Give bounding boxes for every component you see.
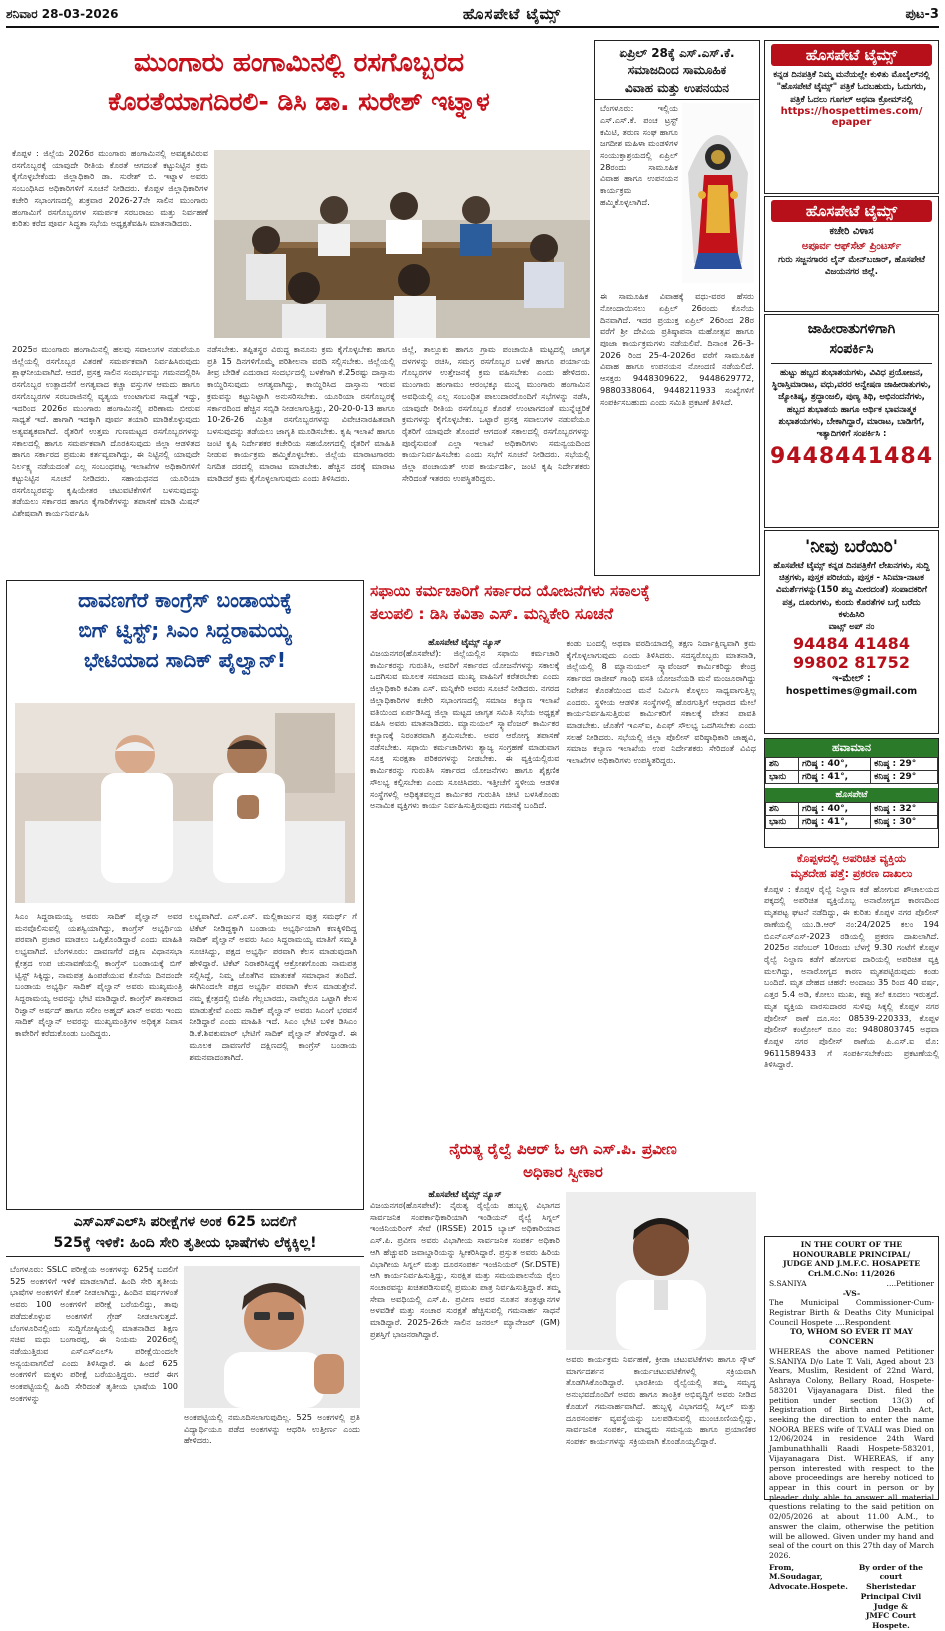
- weather-min: ಕನಿಷ್ಠ : 29°: [871, 758, 938, 771]
- office-label: ಕಚೇರಿ ವಿಳಾಸ: [829, 226, 874, 237]
- notice-body: WHEREAS the above named Petitioner S.SANIYA D/o Late T. Vali, Aged about 23 Years, Muslim, Resident of 22nd Ward, Ashraya Colony, Bellary Road, Hospete-583201 Vijayanagara Dist. filed the petition under section 13(3) of Registration of Birth and Death Act, seeking the direction to enter the name NOORA BEES wife of T.VALI was Died on 12/06/2024 in residence 24th Ward Jambunathhalli Raadi Hospete-583201, Vijayanagara Dist. WHEREAS, if any person interested with respect to the above proceedings are hereby noticed to appear in this court in person or by pleader duly able to answer all material questions relating to the said petition on 02/05/2026 at about 11.00 A.M., to answer the claim, otherwise the petition will be allowed. Given under my hand and seal of the court on this 27th day of March 2026.: [769, 1346, 934, 1560]
- cm-meeting-photo: [15, 703, 355, 903]
- sslc-column-2: ಅಂಕಪಟ್ಟಿಯಲ್ಲಿ ನಮೂದಿಸಲಾಗುವುದಿಲ್ಲ. 525 ಅಂಕಗಳಲ್ಲಿ ಪ್ರತಿ ವಿದ್ಯಾರ್ಥಿಯೂ ಪಡೆದ ಅಂಕಗಳನ್ನು ಆಧರಿಸಿ ಉತ್ತೀರ್ಣ ಎಂದು ಹೇಳಿದರು.: [184, 1412, 360, 1446]
- wedding-headline-line2: ಸಮಾಜದಿಂದ ಸಾಮೂಹಿಕ: [627, 63, 727, 78]
- lead-intro: ಕೊಪ್ಪಳ : ಜಿಲ್ಲೆಯ 2026ರ ಮುಂಗಾರು ಹಂಗಾಮಿನಲ್ಲಿ ಅವಶ್ಯಕವಿರುವ ರಸಗೊಬ್ಬರಕ್ಕೆ ಯಾವುದೇ ರೀತಿಯ ಕೊರತೆ ಆಗದಂತೆ ಕಟ್ಟುನಿಟ್ಟಿನ ಕ್ರಮ ಕೈಗೊಳ್ಳಬೇಕೆಂದು ಜಿಲ್ಲಾಧಿಕಾರಿ ಡಾ. ಸುರೇಶ್ ಬಿ. ಇಟ್ನಾಳ ಅವರು ಸಂಬಂಧಿಸಿದ ಅಧಿಕಾರಿಗಳಿಗೆ ಸೂಚನೆ ನೀಡಿದರು. ಕೊಪ್ಪಳ ಜಿಲ್ಲಾಧಿಕಾರಿಗಳ ಕಚೇರಿ ಸಭಾಂಗಣದಲ್ಲಿ ಶುಕ್ರವಾರ 2026-27ನೇ ಸಾಲಿನ ಮುಂಗಾರು ಹಂಗಾಮಿಗೆ ರಸಗೊಬ್ಬರಗಳ ಸಮರ್ಪಕ ಸರಬರಾಜು ಮತ್ತು ನಿರ್ವಹಣೆ ಕುರಿತು ಕರೆದ ಪೂರ್ವ ಸಿದ್ಧತಾ ಸಭೆಯ ಅಧ್ಯಕ್ಷತೆವಹಿಸಿ ಮಾತನಾಡಿದರು.: [12, 148, 208, 229]
- congress-headline-line1: ದಾವಣಗೆರೆ ಕಾಂಗ್ರೆಸ್ ಬಂಡಾಯಕ್ಕೆ: [78, 588, 292, 612]
- lead-column-3: ಜಿಲ್ಲೆ, ತಾಲ್ಲೂಕು ಹಾಗೂ ಗ್ರಾಮ ಪಂಚಾಯಿತಿ ಮಟ್ಟದಲ್ಲಿ ಜಾಗೃತ ದಳಗಳನ್ನು ರಚಿಸಿ, ಸಮಗ್ರ ರಸಗೊಬ್ಬರ ಬಳಕೆ ಹಾಗೂ ಪರ್ಯಾಯ ಗೊಬ್ಬರಗಳ ಉತ್ತೇಜನಕ್ಕೆ ಕ್ರಮ ವಹಿಸಬೇಕು ಎಂದು ಹೇಳಿದರು. ಮುಂಗಾರು ಹಂಗಾಮು ಆರಂಭಕ್ಕೂ ಮುನ್ನ ಮುಂಗಾರು ಹಂಗಾಮಿನ ಅವಧಿಯಲ್ಲಿ ಎಲ್ಲ ಸಂಬಂಧಿತ ಪಾಲುದಾರರೊಂದಿಗೆ ಸಭೆಗಳನ್ನು ನಡೆಸಿ, ಯಾವುದೇ ರೀತಿಯ ರಸಗೊಬ್ಬರ ಕೊರತೆ ಉಂಟಾಗದಂತೆ ಮುನ್ನೆಚ್ಚರಿಕೆ ಕ್ರಮಗಳನ್ನು ಕೈಗೊಳ್ಳಬೇಕು. ಒಟ್ಟಾರೆ ಪ್ರಸಕ್ತ ಸವಾಲುಗಳ ನಡುವೆಯೂ ರೈತರಿಗೆ ಯಾವುದೇ ತೊಂದರೆ ಆಗದಂತೆ ಸಕಾಲದಲ್ಲಿ ರಸಗೊಬ್ಬರಗಳನ್ನು ಪೂರೈಸುವಂತೆ ಎಲ್ಲಾ ಇಲಾಖೆ ಅಧಿಕಾರಿಗಳು ಸಮನ್ವಯದಿಂದ ಕಾರ್ಯನಿರ್ವಹಿಸಬೇಕು ಎಂದು ಸಭೆಗೆ ಸೂಚನೆ ನೀಡಿದರು. ಸಭೆಯಲ್ಲಿ ಜಿಲ್ಲಾ ಪಂಚಾಯತ್ ಉಪ ಕಾರ್ಯದರ್ಶಿ, ಜಂಟಿ ಕೃಷಿ ನಿರ್ದೇಶಕರು ಸೇರಿದಂತೆ ಇತರರು ಉಪಸ್ಥಿತರಿದ್ದರು.: [402, 344, 590, 483]
- write-to-us-title: 'ನೀವು ಬರೆಯಿರಿ': [805, 537, 898, 557]
- versus: -VS-: [842, 1288, 861, 1298]
- office-address-ad: [764, 196, 939, 312]
- railway-column-1: ವಿಜಯನಗರ(ಹೊಸಪೇಟೆ): ನೈರುತ್ಯ ರೈಲ್ವೆಯ ಹುಬ್ಬಳ್ಳಿ ವಿಭಾಗದ ಸಾರ್ವಜನಿಕ ಸಂಪರ್ಕಾಧಿಕಾರಿಯಾಗಿ ಇಂಡಿಯನ್ ರೈಲ್ವೆ ಸಿಗ್ನಲ್ ಇಂಜಿನಿಯರಿಂಗ್ ಸೇವೆ (IRSSE) 2015 ಬ್ಯಾಚ್ ಅಧಿಕಾರಿಯಾದ ಎಸ್.ಪಿ. ಪ್ರವೀಣ ಅವರು ವಿಭಾಗೀಯ ಸಾರ್ವಜನಿಕ ಸಂಪರ್ಕ ಅಧಿಕಾರಿ ಆಗಿ ಹೆಚ್ಚುವರಿ ಜವಾಬ್ದಾರಿಯನ್ನು ಸ್ವೀಕರಿಸಿದ್ದಾರೆ. ಪ್ರಸ್ತುತ ಅವರು ಹಿರಿಯ ವಿಭಾಗೀಯ ಸಿಗ್ನಲ್ ಮತ್ತು ದೂರಸಂಪರ್ಕ ಇಂಜಿನಿಯರ್ (Sr.DSTE) ಆಗಿ ಕಾರ್ಯನಿರ್ವಹಿಸುತ್ತಿದ್ದು, ಸುರಕ್ಷಿತ ಮತ್ತು ಸಮಯಪಾಲನೆಯ ರೈಲು ಸಂಚಾರವನ್ನು ಖಚಿತಪಡಿಸುವಲ್ಲಿ ಪ್ರಮುಖ ಪಾತ್ರ ನಿರ್ವಹಿಸುತ್ತಿದ್ದಾರೆ. ತಮ್ಮ ಸೇವಾ ಅವಧಿಯಲ್ಲಿ ಎಸ್.ಪಿ. ಪ್ರವೀಣ ಅವರ ನೂತನ ತಂತ್ರಜ್ಞಾನಗಳ ಅಳವಡಿಕೆ ಮತ್ತು ಸಂಚಾರ ಸುರಕ್ಷತೆ ಹೆಚ್ಚಿಸುವಲ್ಲಿ ಗಮನಾರ್ಹ ಸಾಧನೆ ಮಾಡಿದ್ದಾರೆ. 2025-26ನೇ ಸಾಲಿನ ಜನರಲ್ ಮ್ಯಾನೇಜರ್ (GM) ಪ್ರಶಸ್ತಿಗೆ ಭಾಜನರಾಗಿದ್ದಾರೆ.: [370, 1200, 560, 1339]
- sslc-headline-line1: ಎಸ್‌ಎಸ್‌ಎಲ್‌ಸಿ ಪರೀಕ್ಷೆಗಳ ಅಂಕ 625 ಬದಲಿಗೆ: [73, 1214, 297, 1230]
- wedding-headline-line3: ವಿವಾಹ ಮತ್ತು ಉಪನಯನ: [595, 80, 759, 100]
- lead-story: [6, 40, 592, 576]
- weather-min: ಕನಿಷ್ಠ : 32°: [871, 803, 938, 816]
- weather-min: ಕನಿಷ್ಠ : 30°: [871, 816, 938, 829]
- lead-headline-line1: ಮುಂಗಾರು ಹಂಗಾಮಿನಲ್ಲಿ ರಸಗೊಬ್ಬರದ: [134, 48, 464, 78]
- whatsapp-phone-2[interactable]: 99802 81752: [793, 652, 910, 672]
- weather-day: ಭಾನು: [766, 771, 799, 784]
- weather-box: [764, 738, 939, 848]
- weather-min: ಕನಿಷ್ಠ : 29°: [871, 771, 938, 784]
- weather-city: ಹೊಸಪೇಟೆ: [765, 788, 938, 802]
- body-found-headline-line2: ಮೃತದೇಹ ಪತ್ತೆ: ಪ್ರಕರಣ ದಾಖಲು: [790, 866, 913, 880]
- weather-row: [766, 758, 938, 771]
- weather-max: ಗರಿಷ್ಠ : 40°,: [798, 758, 870, 771]
- wedding-story: [594, 40, 760, 576]
- printer-name: ಅಪೂರ್ವ ಆಫ್‌ಸೆಟ್ ಪ್ರಿಂಟರ್ಸ್: [801, 240, 902, 252]
- railway-story: [366, 1138, 760, 1500]
- railway-column-2: ಅವರು ಕಾರ್ಯಕ್ರಮ ನಿರ್ವಹಣೆ, ಕ್ರೀಡಾ ಚಟುವಟಿಕೆಗಳು ಹಾಗೂ ಸ್ಕೌಟ್ ಮಾರ್ಗದರ್ಶನ ಕಾರ್ಯಚಟುವಟಿಕೆಗಳಲ್ಲಿ ಸಕ್ರಿಯವಾಗಿ ತೊಡಗಿಸಿಕೊಂಡಿದ್ದಾರೆ. ಭಾರತೀಯ ರೈಲ್ವೆಯಲ್ಲಿ ತಮ್ಮ ಸಮೃದ್ಧ ಅನುಭವದೊಂದಿಗೆ ಅವರು ಹಾಗೂ ತಾಂತ್ರಿಕ ಅಭಿವೃದ್ಧಿಗೆ ಅವರು ನೀಡಿದ ಕೊಡುಗೆ ಗಮನಾರ್ಹವಾಗಿದೆ. ಹುಬ್ಬಳ್ಳಿ ವಿಭಾಗದಲ್ಲಿ ಸಿಗ್ನಲ್ ಮತ್ತು ದೂರಸಂಪರ್ಕ ವ್ಯವಸ್ಥೆಯನ್ನು ಬಲಪಡಿಸುವಲ್ಲಿ ಮುಂಚೂಣಿಯಲ್ಲಿದ್ದು, ಸಾರ್ವಜನಿಕ ಸಂಪರ್ಕ, ಮಾಧ್ಯಮ ಸಮನ್ವಯ ಹಾಗೂ ಪ್ರಯಾಣಿಕರ ಸಂಪರ್ಕ ಕಾರ್ಯಗಳನ್ನು ಸಕ್ರಿಯವಾಗಿ ಕೊಂಡೊಯ್ಯಲಿದ್ದಾರೆ.: [566, 1354, 756, 1447]
- advertise-categories: ಹುಟ್ಟು ಹಬ್ಬದ ಶುಭಾಶಯಗಳು, ವಿವಿಧ ಪ್ರಯೋಜನ, ಸ್ಥಿರಾಸ್ತಿಮಾರಾಟ, ವಧು,ವರರ ಅನ್ವೇಷಣ ಜಾಹೀರಾತುಗಳು, ಜ್ಯೋತಿಷ್ಯ, ಶ್ರದ್ಧಾಂಜಲಿ, ಪುಣ್ಯ ತಿಥಿ, ಅಭಿನಂದನೆಗಳು, ಹಬ್ಬದ ಶುಭಾಶಯ ಹಾಗೂ ಆರ್ಥಿಕ ಭಾವನಾತ್ಮಕ ಶುಭಾಶಯಗಳು, ಬೇಕಾಗಿದ್ದಾರೆ, ಮಾರಾಟ, ಬಾಡಿಗೆಗೆ, ಇತ್ಯಾದಿಗಳಿಗೆ ಸಂಪರ್ಕಿಸಿ :: [772, 367, 931, 440]
- congress-headline-line3: ಭೇಟಿಯಾದ ಸಾದಿಕ್ ಪೈಲ್ವಾನ್!: [84, 648, 286, 672]
- meeting-photo: [214, 150, 590, 338]
- congress-column-2: ಲಭ್ಯವಾಗಿದೆ. ಎಸ್.ಎಸ್. ಮಲ್ಲಿಕಾರ್ಜುನ ಪುತ್ರ ಸಮರ್ಥ್ ಗೆ ಟಿಕೆಟ್ ನೀಡಿದ್ದಕ್ಕಾಗಿ ಬಂಡಾಯ ಅಭ್ಯರ್ಥಿಯಾಗಿ ಕಣಕ್ಕಿಳಿದಿದ್ದ ಸಾದಿಕ್ ಪೈಲ್ವಾನ್ ಅವರು ಸಿಎಂ ಸಿದ್ದರಾಮಯ್ಯ ಮಾತಿಗೆ ಸಮ್ಮತಿ ಸೂಚಿಸಿದ್ದು, ಪಕ್ಷದ ಅಭ್ಯರ್ಥಿ ಪರವಾಗಿ ಕೆಲಸ ಮಾಡುವುದಾಗಿ ಹೇಳಿದ್ದಾರೆ. ಟಿಕೆಟ್ ನಿರಾಕರಿಸಿದ್ದಕ್ಕೆ ಆಕ್ರೋಶಗೊಂಡು ನಾಮಪತ್ರ ಸಲ್ಲಿಸಿದ್ದೆ, ನಿಮ್ಮ ಜೊತೆಗಿನ ಮಾತುಕತೆ ಸಮಾಧಾನ ತಂದಿದೆ. ಈಗಿನಿಂದಲೇ ಪಕ್ಷದ ಅಭ್ಯರ್ಥಿ ಪರವಾಗಿ ಕೆಲಸ ಮಾಡುತ್ತೇನೆ. ನಮ್ಮ ಕ್ಷೇತ್ರದಲ್ಲಿ ಬಿಜೆಪಿ ಗೆಲ್ಲಬಾರದು, ನಾವೆಲ್ಲರೂ ಒಟ್ಟಾಗಿ ಕೆಲಸ ಮಾಡುತ್ತೇವೆ ಎಂದು ಸಾದಿಕ್ ಪೈಲ್ವಾನ್ ಅವರು ಸಿಎಂಗೆ ಭರವಸೆ ನೀಡಿದ್ದಾರೆ ಎಂದು ಮಾಹಿತಿ ಇದೆ. ಸಿಎಂ ಭೇಟಿ ಬಳಿಕ ಡಿಸಿಎಂ ಡಿ.ಕೆ.ಶಿವಕುಮಾರ್ ಭೇಟಿಗೆ ಸಾದಿಕ್ ಪೈಲ್ವಾನ್ ತೆರಳಿದ್ದಾರೆ. ಈ ಮೂಲಕ ದಾವಣಗೆರೆ ದಕ್ಷಿಣದಲ್ಲಿ ಕಾಂಗ್ರೆಸ್ ಬಂಡಾಯ ಶಮನವಾದಂತಾಗಿದೆ.: [189, 911, 357, 1062]
- congress-column-1: ಸಿಎಂ ಸಿದ್ದರಾಮಯ್ಯ ಅವರು ಸಾದಿಕ್ ಪೈಲ್ವಾನ್ ಅವರ ಮನವೊಲಿಸುವಲ್ಲಿ ಯಶಸ್ವಿಯಾಗಿದ್ದು, ಕಾಂಗ್ರೆಸ್ ಅಭ್ಯರ್ಥಿಯ ಪರವಾಗಿ ಪ್ರಚಾರ ಮಾಡಲು ಒಪ್ಪಿಕೊಂಡಿದ್ದಾರೆ ಎಂದು ಮಾಹಿತಿ ಲಭ್ಯವಾಗಿದೆ. ಬೆಂಗಳೂರು: ದಾವಣಗೆರೆ ದಕ್ಷಿಣ ವಿಧಾನಸಭಾ ಕ್ಷೇತ್ರದ ಉಪ ಚುನಾವಣೆಯಲ್ಲಿ ಕಾಂಗ್ರೆಸ್ ಬಂಡಾಯಕ್ಕೆ ಬಿಗ್ ಟ್ವಿಸ್ಟ್ ಸಿಕ್ಕಿದ್ದು, ನಾಮಪತ್ರ ಹಿಂಪಡೆಯುವ ಕೊನೆಯ ದಿನದಂದೇ ಬಂಡಾಯ ಅಭ್ಯರ್ಥಿ ಸಾದಿಕ್ ಪೈಲ್ವಾನ್ ಅವರು ಮುಖ್ಯಮಂತ್ರಿ ಸಿದ್ದರಾಮಯ್ಯ ಅವರನ್ನು ಭೇಟಿ ಮಾಡಿದ್ದಾರೆ. ಕಾಂಗ್ರೆಸ್ ಶಾಸಕರಾದ ರಿಜ್ವಾನ್ ಅರ್ಷದ್ ಹಾಗೂ ಸಲೀಂ ಅಹ್ಮದ್ ಖಾನ್ ಅವರು ಇಂದು ಸಾದಿಕ್ ಪೈಲ್ವಾನ್ ಅವರನ್ನು ಮುಖ್ಯಮಂತ್ರಿಗಳ ಅಧಿಕೃತ ನಿವಾಸ ಕಾವೇರಿಗೆ ಕರೆದುಕೊಂಡು ಬಂದಿದ್ದರು.: [15, 911, 183, 1039]
- weather-row: [766, 803, 938, 816]
- notice-addressee: TO, WHOM SO EVER IT MAY CONCERN: [790, 1327, 913, 1347]
- advertise-title: ಜಾಹೀರಾತುಗಳಿಗಾಗಿ: [807, 321, 896, 337]
- issue-date: ಶನಿವಾರ 28-03-2026: [6, 6, 119, 21]
- petitioner-role: ....Petitioner: [886, 1278, 934, 1288]
- sanitation-byline: ಹೊಸಪೇಟೆ ಟೈಮ್ಸ್ ನ್ಯೂಸ್: [428, 638, 502, 648]
- principal-judge: Principal Civil Judge &: [860, 1591, 922, 1611]
- court-name-line1: IN THE COURT OF THE HONOURABLE PRINCIPAL/: [792, 1240, 911, 1259]
- lead-column-1: 2025ರ ಮುಂಗಾರು ಹಂಗಾಮಿನಲ್ಲಿ ಹಲವು ಸವಾಲುಗಳ ನಡುವೆಯೂ ಜಿಲ್ಲೆಯಲ್ಲಿ ರಸಗೊಬ್ಬರ ವಿತರಣೆ ಸಮರ್ಪಕವಾಗಿ ನಿರ್ವಹಿಸಿರುವುದು ಶ್ಲಾಘನೀಯವಾಗಿದೆ. ಆದರೆ, ಪ್ರಸಕ್ತ ಸಾಲಿನ ಸಂದರ್ಭವನ್ನು ಗಮನದಲ್ಲಿರಿಸಿ ರಸಗೊಬ್ಬರ ಉತ್ಪಾದನೆಗೆ ಅಗತ್ಯವಾದ ಕಚ್ಚಾ ವಸ್ತುಗಳ ಆಮದು ಹಾಗೂ ರಸಗೊಬ್ಬರಗಳ ಸರಬರಾಜಿನಲ್ಲಿ ವ್ಯತ್ಯಯ ಉಂಟಾಗುವ ಸಾಧ್ಯತೆ ಇದ್ದು, ಇದರಿಂದ 2026ರ ಮುಂಗಾರು ಹಂಗಾಮಿನಲ್ಲಿ ಪರಿಣಾಮ ಬೀರುವ ಸಾಧ್ಯತೆ ಇದೆ. ಹಾಗಾಗಿ ಇದಕ್ಕಾಗಿ ಪೂರ್ವ ತಯಾರಿ ಮಾಡಿಕೊಳ್ಳುವುದು ಅತ್ಯವಶ್ಯಕವಾಗಿದೆ. ರೈತರಿಗೆ ಉತ್ತಮ ಗುಣಮಟ್ಟದ ರಸಗೊಬ್ಬರಗಳನ್ನು ಸಕಾಲದಲ್ಲಿ ಹಾಗೂ ಸಮರ್ಪಕವಾಗಿ ದೊರಕಿಸುವುದು ಜಿಲ್ಲಾ ಆಡಳಿತದ ಹಾಗೂ ಸರ್ಕಾರದ ಪ್ರಮುಖ ಕರ್ತವ್ಯವಾಗಿದ್ದು, ಈ ನಿಟ್ಟಿನಲ್ಲಿ ಯಾವುದೇ ನಿರ್ಲಕ್ಷ್ಯ ನಡೆಯದಂತೆ ಎಲ್ಲ ಸಂಬಂಧಪಟ್ಟ ಇಲಾಖೆಗಳ ಅಧಿಕಾರಿಗಳಿಗೆ ಕಟ್ಟುನಿಟ್ಟಿನ ಸೂಚನೆ ನೀಡಿದರು. ಸಹಾಯಧನದ ಯೂರಿಯಾ ರಸಗೊಬ್ಬರವನ್ನು ಕೃಷಿಯೇತರ ಚಟುವಟಿಕೆಗಳಿಗೆ ಬಳಸುವುದನ್ನು ತಡೆಯಲು ಸರ್ಕಾರದ ಹಾಗೂ ಕೈಗಾರಿಕೆಗಳನ್ನು ತಪಾಸಣೆ ಮಾಡಿ ಮಿಷನ್ ವಿಶೇಷವಾಗಿ ಕಾರ್ಯನಿರ್ವಹಿಸಿ: [12, 344, 200, 519]
- weather-max: ಗರಿಷ್ಠ : 40°,: [798, 803, 870, 816]
- wedding-text-1: ಬೆಂಗಳೂರು: ಇಲ್ಲಿಯ ಎಸ್.ಎಸ್.ಕೆ. ಪಂಚ ಟ್ರಸ್ಟ್ ಕಮಿಟಿ, ತರುಣ ಸಂಘ ಹಾಗೂ ಜಗದೀಶ ಮಹಿಳಾ ಮಂಡಳಿಗಳ ಸಂಯುಕ್ತಾಶ್ರಯದಲ್ಲಿ ಏಪ್ರಿಲ್ 28ರಂದು ಸಾಮೂಹಿಕ ವಿವಾಹ ಹಾಗೂ ಉಪನಯನ ಕಾರ್ಯಕ್ರಮ ಹಮ್ಮಿಕೊಳ್ಳಲಾಗಿದೆ.: [600, 103, 678, 207]
- advertise-phone[interactable]: 9448441484: [769, 444, 934, 470]
- epaper-link-path[interactable]: epaper: [831, 116, 872, 128]
- epaper-ad: [764, 40, 939, 194]
- sanitation-story: [366, 580, 760, 1136]
- advertise-subtitle: ಸಂಪರ್ಕಿಸಿ: [829, 341, 874, 358]
- contact-email[interactable]: ಇ-ಮೇಲ್ : hospettimes@gmail.com: [785, 672, 918, 698]
- weather-title: ಹವಾಮಾನ: [765, 739, 938, 757]
- goddess-idol-photo: [682, 103, 754, 283]
- jmfc-court: JMFC Court Hospete.: [865, 1611, 917, 1631]
- railway-headline-line1: ನೈರುತ್ಯ ರೈಲ್ವೆ ಪಿಆರ್ ಓ ಆಗಿ ಎಸ್.ಪಿ. ಪ್ರವೀಣ: [449, 1140, 677, 1158]
- weather-table-1: [765, 757, 938, 784]
- weather-max: ಗರಿಷ್ಠ : 41°,: [798, 816, 870, 829]
- advocate-name: M.Soudagar,: [769, 1572, 823, 1582]
- write-to-us-ad: [764, 530, 939, 734]
- sheristedar: Sheristedar: [866, 1582, 916, 1592]
- weather-max: ಗರಿಷ್ಠ : 41°,: [798, 771, 870, 784]
- railway-byline: ಹೊಸಪೇಟೆ ಟೈಮ್ಸ್ ನ್ಯೂಸ್: [428, 1190, 502, 1200]
- court-notice: [764, 1236, 939, 1631]
- railway-officer-photo: [566, 1192, 756, 1350]
- write-to-us-text: ಹೊಸಪೇಟೆ ಟೈಮ್ಸ್ ಕನ್ನಡ ದಿನಪತ್ರಿಕೆಗೆ ಲೇಖನಗಳು, ಸುದ್ದಿ ಚಿತ್ರಗಳು, ಪುಸ್ತಕ ಪರಿಚಯ, ಪುಸ್ತಕ - ಸಿನಿಮಾ-ನಾಟಕ ವಿಮರ್ಶೆಗಳನ್ನು(150 ಶಬ್ದ ಮೀರದಂತೆ) ಸಂಪಾದಕರಿಗೆ ಪತ್ರ, ದೂರುಗಳು, ಕುಂದು ಕೊರತೆಗಳ ಬಗ್ಗೆ ಬರೆದು ಕಳುಹಿಸಿರಿ: [773, 560, 930, 620]
- body-found-headline-line1: ಕೊಪ್ಪಳದಲ್ಲಿ ಅಪರಿಚಿತ ವ್ಯಕ್ತಿಯ: [796, 852, 907, 865]
- weather-day: ಭಾನು: [766, 816, 799, 829]
- weather-row: [766, 816, 938, 829]
- wedding-text-2: ಈ ಸಾಮೂಹಿಕ ವಿವಾಹಕ್ಕೆ ವಧು-ವರರ ಹೆಸರು ನೋಂದಾಯಿಸಲು ಏಪ್ರಿಲ್ 26ರಂದು ಕೊನೆಯ ದಿನವಾಗಿದೆ. ಇದರ ಪ್ರಯುಕ್ತ ಏಪ್ರಿಲ್ 26ರಿಂದ 28ರ ವರೆಗೆ ಶ್ರೀ ದೇವಿಯ ಪ್ರತಿಷ್ಠಾಪನಾ ಮಹೋತ್ಸವ ಹಾಗೂ ಪೂಜಾ ಕಾರ್ಯಕ್ರಮಗಳು ನಡೆಯಲಿವೆ. ದಿನಾಂಕ 26-3-2026 ರಿಂದ 25-4-2026ರ ವರೆಗೆ ಸಾಮೂಹಿಕ ವಿವಾಹ ಹಾಗೂ ಉಪನಯನ ನೋಂದಣಿ ನಡೆಯಲಿದೆ. ಆಸಕ್ತರು 9448309622, 9448629772, 9880338064, 9448211933 ಸಂಖ್ಯೆಗಳಿಗೆ ಸಂಪರ್ಕಿಸಬಹುದು ಎಂದು ಸಮಿತಿ ಪ್ರಕಟಣೆ ತಿಳಿಸಿದೆ.: [600, 291, 754, 407]
- advertise-contact-ad: [764, 314, 939, 528]
- body-found-text: ಕೊಪ್ಪಳ : ಕೊಪ್ಪಳ ರೈಲ್ವೆ ನಿಲ್ದಾಣ ಕಡೆ ಹೋಗುವ ಶೌಚಾಲಯದ ಪಕ್ಕದಲ್ಲಿ ಅಪರಿಚಿತ ವ್ಯಕ್ತಿಯೊಬ್ಬ ಅನಾರೋಗ್ಯದ ಕಾರಣದಿಂದ ಮೃತಪಟ್ಟ ಘಟನೆ ನಡೆದಿದ್ದು, ಈ ಕುರಿತು ಕೊಪ್ಪಳ ನಗರ ಪೊಲೀಸ್ ಠಾಣೆಯಲ್ಲಿ ಯು.ಡಿ.ಆರ್ ನಂ:24/2025 ಕಲಂ 194 ಬಿಎನ್‌ಎಸ್‌ಎಸ್-2023 ರಡಿಯಲ್ಲಿ ಪ್ರಕರಣ ದಾಖಲಾಗಿದೆ. 2025ರ ನವೆಂಬರ್ 10ರಂದು ಬೆಳಗ್ಗೆ 9.30 ಗಂಟೆಗೆ ಕೊಪ್ಪಳ ರೈಲ್ವೆ ನಿಲ್ದಾಣ ಕಡೆಗೆ ಹೋಗುವ ದಾರಿಯಲ್ಲಿ ಅಪರಿಚಿತ ವ್ಯಕ್ತಿ ಮಲಗಿದ್ದು, ಅನಾರೋಗ್ಯದ ಕಾರಣ ಮೃತಪಟ್ಟಿರುವುದು ಕಂಡು ಬಂದಿದೆ. ಮೃತ ದೇಹದ ಚಹರೆ: ಅಂದಾಜು 35 ರಿಂದ 40 ವರ್ಷ, ಎತ್ತರ 5.4 ಅಡಿ, ಕೋಲು ಮುಖ, ಕಪ್ಪು ತಲೆ ಕೂದಲು ಇರುತ್ತದೆ. ಮೃತ ವ್ಯಕ್ತಿಯ ವಾರಸುದಾರರ ಸುಳಿವು ಸಿಕ್ಕಲ್ಲಿ ಕೊಪ್ಪಳ ನಗರ ಪೊಲೀಸ್ ಠಾಣೆ ದೂ.ಸಂ: 08539-220333, ಕೊಪ್ಪಳ ಪೊಲೀಸ್ ಕಂಟ್ರೋಲ್ ರೂಂ ನಂ: 9480803745 ಅಥವಾ ಕೊಪ್ಪಳ ನಗರ ಪೊಲೀಸ್ ಠಾಣೆಯ ಪಿ.ಎಸ್.ಐ ಮೊ: 9611589433 ಗೆ ಸಂಪರ್ಕಿಸಬೇಕೆಂದು ಪ್ರಕಟಣೆಯಲ್ಲಿ ತಿಳಿಸಿದ್ದಾರೆ.: [764, 883, 939, 1070]
- wedding-headline-line1: ಏಪ್ರಿಲ್ 28ಕ್ಕೆ ಎಸ್.ಎಸ್.ಕೆ.: [619, 46, 735, 60]
- respondent: The Municipal Commissioner-Cum- Registrar Birth & Deaths City Municipal Council Hospete ....Respondent: [769, 1298, 934, 1327]
- body-found-story: [764, 852, 939, 1232]
- sslc-headline-line2: 525ಕ್ಕೆ ಇಳಿಕೆ: ಹಿಂದಿ ಸೇರಿ ತೃತೀಯ ಭಾಷೆಗಳು ಲೆಕ್ಕಕ್ಕಿಲ್ಲ!: [6, 1233, 364, 1257]
- sanitation-column-2: ಕಂಡು ಬಂದಲ್ಲಿ ಅಥವಾ ವರದಿಯಾದಲ್ಲಿ ತಕ್ಷಣ ನಿರ್ದಾಕ್ಷಿಣ್ಯವಾಗಿ ಕ್ರಮ ಕೈಗೊಳ್ಳಲಾಗುವುದು ಎಂದು ತಿಳಿಸಿದರು. ಸದಸ್ಯರೊಬ್ಬರು ಮಾತನಾಡಿ, ಜಿಲ್ಲೆಯಲ್ಲಿ 8 ಮ್ಯಾನುಯಲ್ ಸ್ಕ್ಯಾವೆಂಜರ್ ಕಾರ್ಮಿಕರಿದ್ದು ಕೇಂದ್ರ ಸರ್ಕಾರದ ರಾಜೀವ್ ಗಾಂಧಿ ವಸತಿ ಯೋಜನೆಯಡಿ ಮನೆ ಮಂಜೂರಾಗಿದ್ದು ನಿವೇಶನ ಕೊರತೆಯಿಂದ ಮನೆ ನಿರ್ಮಿಸಿ ಕೊಳ್ಳಲು ಸಾಧ್ಯವಾಗುತ್ತಿಲ್ಲ ಎಂದರು. ಸ್ಥಳೀಯ ಆಡಳಿತ ಸಂಸ್ಥೆಗಳಲ್ಲಿ ಹೊರಗುತ್ತಿಗೆ ಆಧಾರದ ಮೇಲೆ ಕಾರ್ಯನಿರ್ವಹಿಸುತ್ತಿರುವ ಕಾರ್ಮಿಕರಿಗೆ ಸಕಾಲಕ್ಕೆ ವೇತನ ಪಾವತಿ ಮಾಡಬೇಕು. ಜೊತೆಗೆ ಇಎಸ್‌ಐ, ಪಿಎಫ್ ಸೌಲಭ್ಯ ಒದಗಿಸಬೇಕು ಎಂದು ಸಲಹೆ ನೀಡಿದರು. ಸಭೆಯಲ್ಲಿ ಜಿಲ್ಲಾ ಪೊಲೀಸ್ ವರಿಷ್ಠಾಧಿಕಾರಿ ಜಾಹ್ನವಿ, ಸಮಾಜ ಕಲ್ಯಾಣ ಇಲಾಖೆಯ ಉಪ ನಿರ್ದೇಶಕರು ಸೇರಿದಂತೆ ವಿವಿಧ ಇಲಾಖೆಗಳ ಅಧಿಕಾರಿಗಳು ಉಪಸ್ಥಿತರಿದ್ದರು.: [566, 638, 756, 766]
- masthead: [6, 2, 939, 28]
- weather-row: [766, 771, 938, 784]
- congress-story: [6, 580, 364, 1210]
- advocate-role: Advocate.Hospete.: [769, 1582, 848, 1592]
- weather-table-2: [765, 802, 938, 829]
- page-number: ಪುಟ-3: [905, 6, 939, 22]
- weather-day: ಶನಿ: [766, 758, 799, 771]
- sslc-story: [6, 1212, 364, 1500]
- weather-day: ಶನಿ: [766, 803, 799, 816]
- lead-column-2: ನಡೆಸಬೇಕು. ತಪ್ಪಿತಸ್ಥರ ವಿರುದ್ಧ ಕಾನೂನು ಕ್ರಮ ಕೈಗೊಳ್ಳಬೇಕು ಹಾಗೂ ಪ್ರತಿ 15 ದಿನಗಳಿಗೊಮ್ಮೆ ಪರಿಶೀಲನಾ ವರದಿ ಸಲ್ಲಿಸಬೇಕು. ಜಿಲ್ಲೆಯಲ್ಲಿ ತೀವ್ರ ಬೇಡಿಕೆ ಎದುರಾದ ಸಂದರ್ಭದಲ್ಲಿ ಬಳಕೆಗಾಗಿ ಕೆ.25ರಷ್ಟು ದಾಸ್ತಾನು ಕಾಯ್ದಿರಿಸುವುದು ಅಗತ್ಯವಾಗಿದ್ದು, ಕಾಯ್ದಿರಿಸಿದ ದಾಸ್ತಾನು ಇರುವ ಕ್ರಮವನ್ನು ಕಟ್ಟುನಿಟ್ಟಾಗಿ ಅನುಸರಿಸಬೇಕು. ಯೂರಿಯಾ ರಸಗೊಬ್ಬರಕ್ಕೆ ಸರ್ಕಾರದಿಂದ ಹೆಚ್ಚಿನ ಸಬ್ಸಿಡಿ ನೀಡಲಾಗುತ್ತಿದ್ದು, 20-20-0-13 ಹಾಗೂ 10-26-26 ಮಿಶ್ರಿತ ರಸಗೊಬ್ಬರಗಳನ್ನು ವಿವೇಚನಾರಹಿತವಾಗಿ ಬಳಸುವುದನ್ನು ತಡೆಯಲು ಜಾಗೃತಿ ಮೂಡಿಸಬೇಕು. ಕೃಷಿ ಇಲಾಖೆ ಹಾಗೂ ಜಂಟಿ ಕೃಷಿ ನಿರ್ದೇಶಕರ ಕಚೇರಿಯ ಸಹಯೋಗದಲ್ಲಿ ರೈತರಿಗೆ ಮಾಹಿತಿ ನೀಡುವ ಕಾರ್ಯಕ್ರಮ ಹಮ್ಮಿಕೊಳ್ಳಬೇಕು. ಜಿಲ್ಲೆಯ ಮಾರಾಟಗಾರರು ನಿಗದಿತ ದರದಲ್ಲಿ ಮಾರಾಟ ಮಾಡಬೇಕು. ಹೆಚ್ಚಿನ ದರಕ್ಕೆ ಮಾರಾಟ ಮಾಡಿದರೆ ಕ್ರಮ ಕೈಗೊಳ್ಳಲಾಗುವುದು ಎಂದು ತಿಳಿಸಿದರು.: [207, 344, 395, 483]
- case-number: Cri.M.C.No: 11/2026: [807, 1269, 896, 1279]
- education-minister-photo: [184, 1266, 360, 1408]
- epaper-ad-title: ಹೊಸಪೇಟೆ ಟೈಮ್ಸ್: [771, 44, 932, 66]
- office-address: ಗುರು ಸಜ್ಜನಗಾರರ ಲೈನ್ ಮೇನ್‌ಬಜಾರ್, ಹೊಸಪೇಟೆ ವಿಜಯನಗರ ಜಿಲ್ಲೆ.: [778, 255, 925, 278]
- whatsapp-phone-1[interactable]: 94484 41484: [793, 633, 910, 653]
- newspaper-name: ಹೊಸಪೇಟೆ ಟೈಮ್ಸ್: [462, 5, 562, 23]
- office-ad-title: ಹೊಸಪೇಟೆ ಟೈಮ್ಸ್: [771, 200, 932, 222]
- railway-headline-line2: ಅಧಿಕಾರ ಸ್ವೀಕಾರ: [523, 1162, 603, 1181]
- petitioner-name: S.SANIYA: [769, 1278, 807, 1288]
- congress-headline-line2: ಬಿಗ್ ಟ್ವಿಸ್ಟ್; ಸಿಎಂ ಸಿದ್ದರಾಮಯ್ಯ: [78, 618, 292, 642]
- order-by: By order of the court: [858, 1562, 924, 1582]
- sanitation-headline-line1: ಸಫಾಯಿ ಕರ್ಮಚಾರಿಗೆ ಸರ್ಕಾರದ ಯೋಜನೆಗಳು ಸಕಾಲಕ್ಕೆ: [370, 582, 650, 600]
- court-name-line2: JUDGE AND J.M.F.C. HOSAPETE: [782, 1259, 921, 1269]
- whatsapp-label: ವಾಟ್ಸ್ ಅಪ್ ನಂ: [828, 622, 875, 633]
- epaper-link[interactable]: https://hospettimes.com/: [780, 105, 923, 117]
- lead-headline-line2: ಕೊರತೆಯಾಗದಿರಲಿ- ಡಿಸಿ ಡಾ. ಸುರೇಶ್ ಇಟ್ನಾಳ: [108, 87, 490, 116]
- sanitation-headline-line2: ತಲುಪಲಿ : ಡಿಸಿ ಕವಿತಾ ಎಸ್. ಮನ್ನಿಕೇರಿ ಸೂಚನೆ: [370, 605, 613, 624]
- from-label: From,: [769, 1562, 795, 1572]
- sanitation-column-1: ವಿಜಯನಗರ(ಹೊಸಪೇಟೆ): ಜಿಲ್ಲೆಯಲ್ಲಿನ ಸಫಾಯಿ ಕರ್ಮಚಾರಿ ಕಾರ್ಮಿಕರನ್ನು ಗುರುತಿಸಿ, ಅವರಿಗೆ ಸರ್ಕಾರದ ಯೋಜನೆಗಳನ್ನು ಸಕಾಲಕ್ಕೆ ಒದಗಿಸುವ ಮೂಲಕ ಸಮಾಜದ ಮುಖ್ಯ ವಾಹಿನಿಗೆ ಕರೆತರಬೇಕು ಎಂದು ಜಿಲ್ಲಾಧಿಕಾರಿ ಕವಿತಾ ಎಸ್. ಮನ್ನಿಕೇರಿ ಅವರು ಸೂಚನೆ ನೀಡಿದರು. ನಗರದ ಜಿಲ್ಲಾಧಿಕಾರಿಗಳ ಕಚೇರಿ ಸಭಾಂಗಣದಲ್ಲಿ ಸಮಾಜ ಕಲ್ಯಾಣ ಇಲಾಖೆ ವತಿಯಿಂದ ಏರ್ಪಡಿಸಿದ್ದ ಜಿಲ್ಲಾ ಮಟ್ಟದ ಜಾಗೃತ ಸಮಿತಿ ಸಭೆಯ ಅಧ್ಯಕ್ಷತೆ ವಹಿಸಿ ಅವರು ಮಾತನಾಡಿದರು. ಮ್ಯಾನುಯಲ್ ಸ್ಕ್ಯಾವೆಂಜರ್ ಕಾರ್ಮಿಕರ ಕಲ್ಯಾಣಕ್ಕೆ ನಿರಂತರವಾಗಿ ಶ್ರಮಿಸಬೇಕು. ಅವರ ಆರೋಗ್ಯ ತಪಾಸಣೆ ನಡೆಸಬೇಕು. ಸಫಾಯಿ ಕರ್ಮಚಾರಿಗಳು ತ್ಯಾಜ್ಯ ಸಂಗ್ರಹಣೆ ಮಾಡುವಾಗ ಸೂಕ್ತ ಸುರಕ್ಷತಾ ಪರಿಕರಗಳನ್ನು ನೀಡಬೇಕು. ಈ ವ್ಯಕ್ತಿಯಲ್ಲಿರುವ ಕಾರ್ಮಿಕರನ್ನು ಗುರುತಿಸಿ ಸರ್ಕಾರದ ಯೋಜನೆಗಳು ಹಾಗೂ ಶೈಕ್ಷಣಿಕ ಸೌಲಭ್ಯ ಕಲ್ಪಿಸಬೇಕು ಎಂದು ಸೂಚಿಸಿದರು. ಇತ್ತೀಚೆಗೆ ಸ್ಥಳೀಯ ಆಡಳಿತ ಸಂಸ್ಥೆಗಳಲ್ಲಿ ಆಧಿಕೃತವಲ್ಲದ ಕಾರ್ಮಿಕರ ಗುರುತಿಸಿ ಚೀಟಿ ಬಳಸಿಕೊಂಡು ಅನಾಮಿಕ ವ್ಯಕ್ತಿಗಳು ಕಾರ್ಯ ನಿರ್ವಹಿಸುತ್ತಿರುವುದು ಗಮನಕ್ಕೆ ಬಂದಿದೆ.: [370, 648, 560, 811]
- sslc-column-1: ಬೆಂಗಳೂರು: SSLC ಪರೀಕ್ಷೆಯ ಅಂಕಗಳನ್ನು 625ಕ್ಕೆ ಬದಲಿಗೆ 525 ಅಂಕಗಳಿಗೆ ಇಳಿಕೆ ಮಾಡಲಾಗಿದೆ. ಹಿಂದಿ ಸೇರಿ ತೃತೀಯ ಭಾಷೆಗಳ ಅಂಕಗಳಿಗೆ ಕೊಕ್ ನೀಡಲಾಗಿದ್ದು, ಹಿಂದಿನ ವರ್ಷಗಳಂತೆ ಅವರು 100 ಅಂಕಗಳಿಗೆ ಪರೀಕ್ಷೆ ಬರೆಯಲಿದ್ದು, ತಾವು ಪಡೆದುಕೊಳ್ಳುವ ಅಂಕಗಳಿಗೆ ಗ್ರೇಡ್ ನೀಡಲಾಗುತ್ತದೆ. ಬೆಂಗಳೂರಿನಲ್ಲಿಂದು ಸುದ್ದಿಗೋಷ್ಠಿಯಲ್ಲಿ ಮಾತನಾಡಿದ ಶಿಕ್ಷಣ ಸಚಿವ ಮಧು ಬಂಗಾರಪ್ಪ, ಈ ನಿಯಮ 2026ರಲ್ಲಿ ನಡೆಯುತ್ತಿರುವ ಎಸ್‌ಎಸ್‌ಎಲ್‌ಸಿ ಪರೀಕ್ಷೆಯಿಂದಲೇ ಅನ್ವಯವಾಗಲಿದೆ ಎಂದು ತಿಳಿಸಿದ್ದಾರೆ. ಈ ಹಿಂದೆ 625 ಅಂಕಗಳಿಗೆ ಮಕ್ಕಳು ಪರೀಕ್ಷೆ ಬರೆಯುತ್ತಿದ್ದರು. ಆದರೆ ಈಗ ಅಂಕಪಟ್ಟಿಯಲ್ಲಿ ಹಿಂದಿ ಸೇರಿದಂತೆ ತೃತೀಯ ಭಾಷೆಯ 100 ಅಂಕಗಳನ್ನು: [10, 1264, 178, 1403]
- epaper-ad-text: ಕನ್ನಡ ದಿನಪತ್ರಿಕೆ ನಿಮ್ಮ ಮನೆಯಲ್ಲೇ ಕುಳಿತು ಮೊಬೈಲ್‌ನಲ್ಲಿ "ಹೊಸಪೇಟೆ ಟೈಮ್ಸ್" ಪತ್ರಿಕೆ ಓದಬಹುದು, ಓದುಗರು, ಪತ್ರಿಕೆ ಓದಲು ಗೂಗಲ್ ಅಥವಾ ಕ್ರೋಮ್‌ನಲ್ಲಿ: [773, 70, 930, 105]
